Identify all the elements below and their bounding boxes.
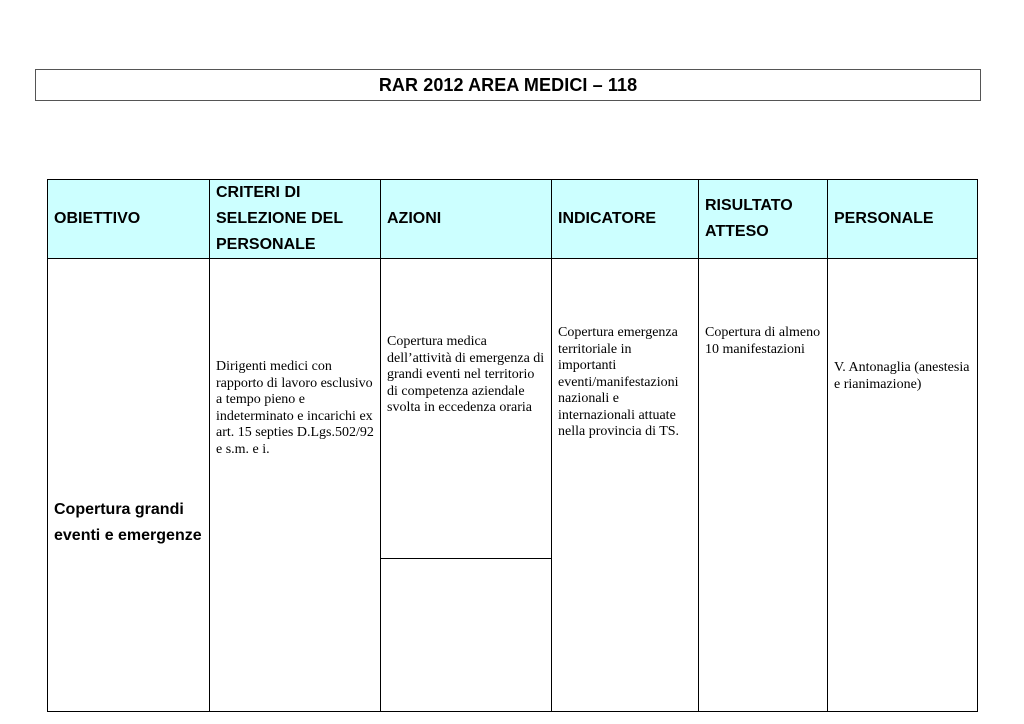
objectives-table xyxy=(47,179,978,712)
cell-risultato: Copertura di almeno 10 manifestazioni xyxy=(699,259,828,712)
document-title-box xyxy=(35,69,981,101)
header-risultato: RISULTATO ATTESO xyxy=(699,180,828,259)
header-personale: PERSONALE xyxy=(828,180,978,259)
obiettivo-text: Copertura grandi eventi e emergenze xyxy=(54,501,202,544)
header-indicatore: INDICATORE xyxy=(552,180,699,259)
cell-obiettivo xyxy=(48,259,210,712)
header-azioni: AZIONI xyxy=(381,180,552,259)
header-obiettivo: OBIETTIVO xyxy=(48,180,210,259)
azioni-text: Copertura medica dell’attività di emergenza di grandi eventi nel territorio di competenza aziendale svolta in eccedenza oraria xyxy=(381,259,551,559)
header-criteri: CRITERI DI SELEZIONE DEL PERSONALE xyxy=(210,180,381,259)
table-row xyxy=(48,259,978,712)
cell-azioni xyxy=(381,259,552,712)
document-title: RAR 2012 AREA MEDICI – 118 xyxy=(378,74,638,95)
cell-personale: V. Antonaglia (anestesia e rianimazione) xyxy=(828,259,978,712)
cell-indicatore: Copertura emergenza territoriale in importanti eventi/manifestazioni nazionali e internazionali attuate nella provincia di TS. xyxy=(552,259,699,712)
cell-criteri: Dirigenti medici con rapporto di lavoro esclusivo a tempo pieno e indeterminato e incarichi ex art. 15 septies D.Lgs.502/92 e s.m. e i. xyxy=(210,259,381,712)
table-header-row xyxy=(48,180,978,259)
